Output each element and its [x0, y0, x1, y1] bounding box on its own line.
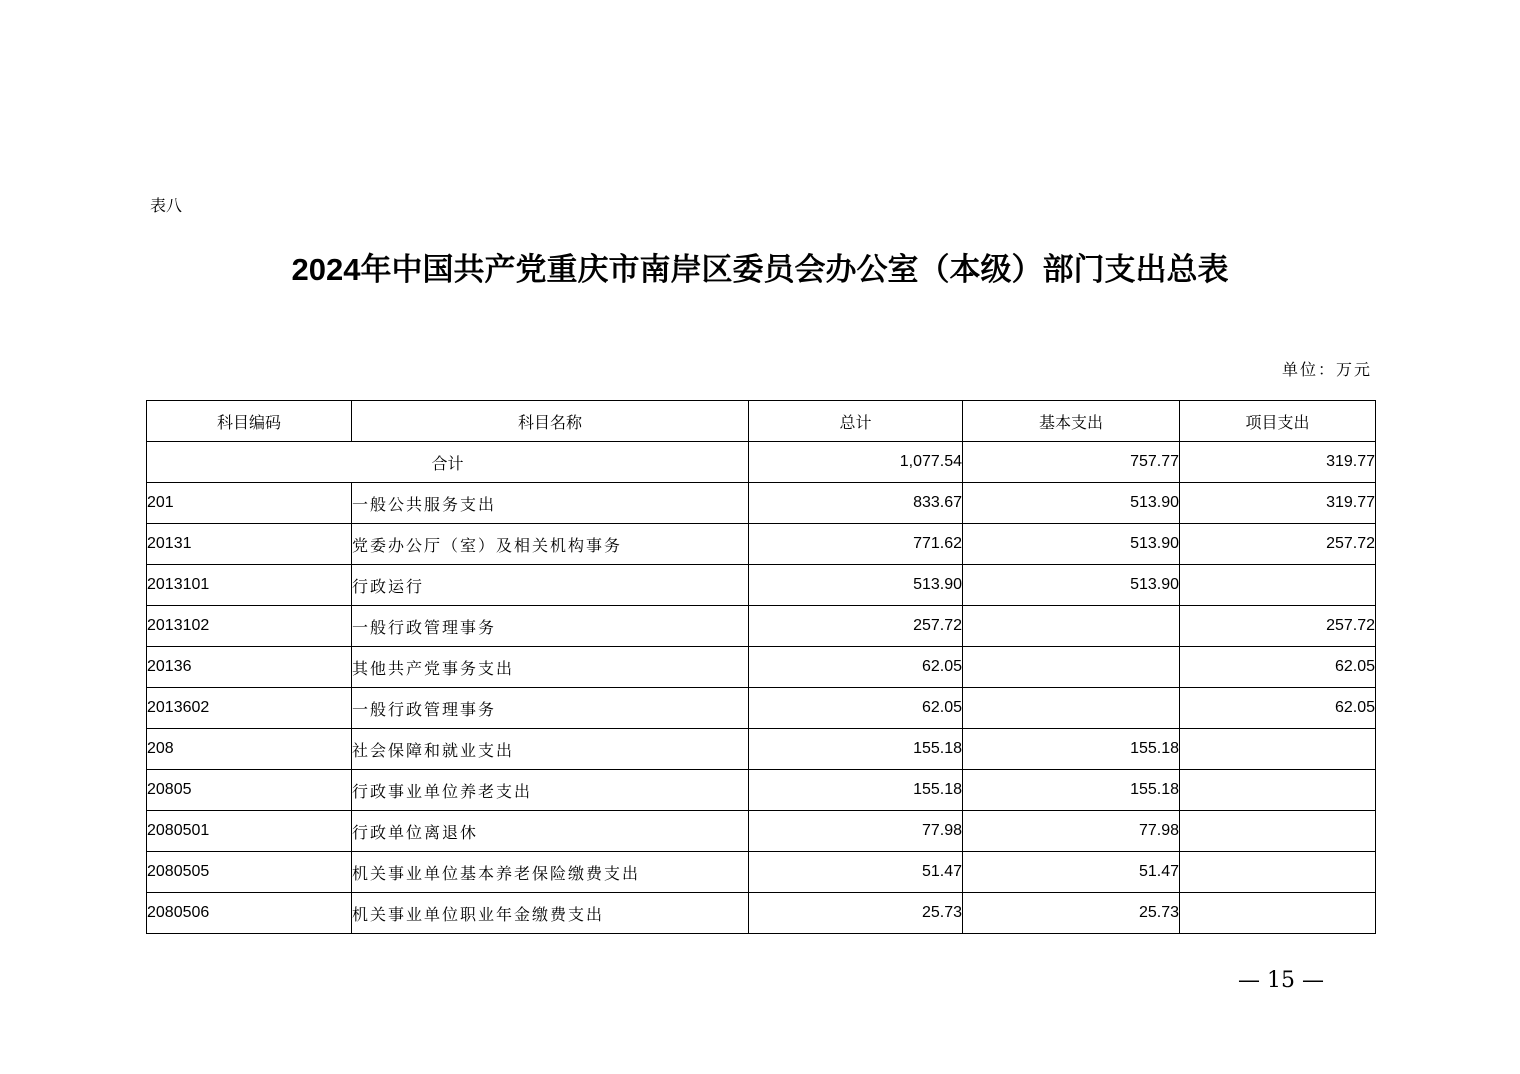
header-total: 总计: [749, 401, 963, 442]
total-cell: 155.18: [749, 729, 963, 770]
subject-code-cell: 2080505: [147, 852, 352, 893]
basic-expenditure-cell: [963, 688, 1180, 729]
basic-expenditure-cell: 77.98: [963, 811, 1180, 852]
project-expenditure-cell: 62.05: [1180, 647, 1376, 688]
table-header-row: [147, 401, 1376, 442]
subject-code-cell: 208: [147, 729, 352, 770]
subject-code-cell: 20805: [147, 770, 352, 811]
total-row-basic: 757.77: [963, 442, 1180, 483]
total-row-project: 319.77: [1180, 442, 1376, 483]
subject-name-cell: 一般公共服务支出: [352, 483, 749, 524]
project-expenditure-cell: 257.72: [1180, 606, 1376, 647]
project-expenditure-cell: [1180, 893, 1376, 934]
header-basic-expenditure: 基本支出: [963, 401, 1180, 442]
total-cell: 257.72: [749, 606, 963, 647]
subject-code-cell: 20131: [147, 524, 352, 565]
project-expenditure-cell: 62.05: [1180, 688, 1376, 729]
table-row: [147, 688, 1376, 729]
subject-name-cell: 社会保障和就业支出: [352, 729, 749, 770]
total-cell: 155.18: [749, 770, 963, 811]
subject-code-cell: 2013602: [147, 688, 352, 729]
table-row: [147, 647, 1376, 688]
table-row: [147, 524, 1376, 565]
document-title: 2024年中国共产党重庆市南岸区委员会办公室（本级）部门支出总表: [291, 252, 1229, 287]
project-expenditure-cell: [1180, 811, 1376, 852]
table-row: [147, 770, 1376, 811]
table-row: [147, 483, 1376, 524]
table-row: [147, 729, 1376, 770]
total-cell: 25.73: [749, 893, 963, 934]
subject-code-cell: 2013101: [147, 565, 352, 606]
project-expenditure-cell: [1180, 565, 1376, 606]
basic-expenditure-cell: 51.47: [963, 852, 1180, 893]
total-row: [147, 442, 1376, 483]
total-cell: 62.05: [749, 688, 963, 729]
subject-name-cell: 其他共产党事务支出: [352, 647, 749, 688]
table-row: [147, 565, 1376, 606]
subject-code-cell: 2080506: [147, 893, 352, 934]
table-row: [147, 893, 1376, 934]
subject-name-cell: 行政运行: [352, 565, 749, 606]
basic-expenditure-cell: 513.90: [963, 565, 1180, 606]
total-row-label: 合计: [147, 442, 749, 483]
subject-code-cell: 2013102: [147, 606, 352, 647]
basic-expenditure-cell: 25.73: [963, 893, 1180, 934]
project-expenditure-cell: [1180, 770, 1376, 811]
total-cell: 771.62: [749, 524, 963, 565]
table-row: [147, 852, 1376, 893]
expenditure-table: [146, 400, 1376, 934]
basic-expenditure-cell: 155.18: [963, 729, 1180, 770]
subject-code-cell: 201: [147, 483, 352, 524]
subject-name-cell: 行政单位离退休: [352, 811, 749, 852]
total-cell: 513.90: [749, 565, 963, 606]
total-cell: 77.98: [749, 811, 963, 852]
basic-expenditure-cell: [963, 647, 1180, 688]
subject-name-cell: 党委办公厅（室）及相关机构事务: [352, 524, 749, 565]
page-number: — 15 —: [1238, 968, 1324, 993]
total-cell: 62.05: [749, 647, 963, 688]
project-expenditure-cell: [1180, 852, 1376, 893]
total-cell: 833.67: [749, 483, 963, 524]
table-label: 表八: [150, 196, 183, 215]
basic-expenditure-cell: [963, 606, 1180, 647]
subject-name-cell: 一般行政管理事务: [352, 606, 749, 647]
basic-expenditure-cell: 513.90: [963, 483, 1180, 524]
subject-name-cell: 机关事业单位基本养老保险缴费支出: [352, 852, 749, 893]
header-project-expenditure: 项目支出: [1180, 401, 1376, 442]
project-expenditure-cell: 319.77: [1180, 483, 1376, 524]
unit-label: 单位：万元: [1281, 360, 1372, 379]
basic-expenditure-cell: 155.18: [963, 770, 1180, 811]
table-row: [147, 811, 1376, 852]
total-row-total: 1,077.54: [749, 442, 963, 483]
project-expenditure-cell: [1180, 729, 1376, 770]
subject-name-cell: 一般行政管理事务: [352, 688, 749, 729]
subject-code-cell: 2080501: [147, 811, 352, 852]
table-row: [147, 606, 1376, 647]
project-expenditure-cell: 257.72: [1180, 524, 1376, 565]
subject-name-cell: 机关事业单位职业年金缴费支出: [352, 893, 749, 934]
subject-code-cell: 20136: [147, 647, 352, 688]
total-cell: 51.47: [749, 852, 963, 893]
subject-name-cell: 行政事业单位养老支出: [352, 770, 749, 811]
header-subject-name: 科目名称: [352, 401, 749, 442]
header-subject-code: 科目编码: [147, 401, 352, 442]
basic-expenditure-cell: 513.90: [963, 524, 1180, 565]
